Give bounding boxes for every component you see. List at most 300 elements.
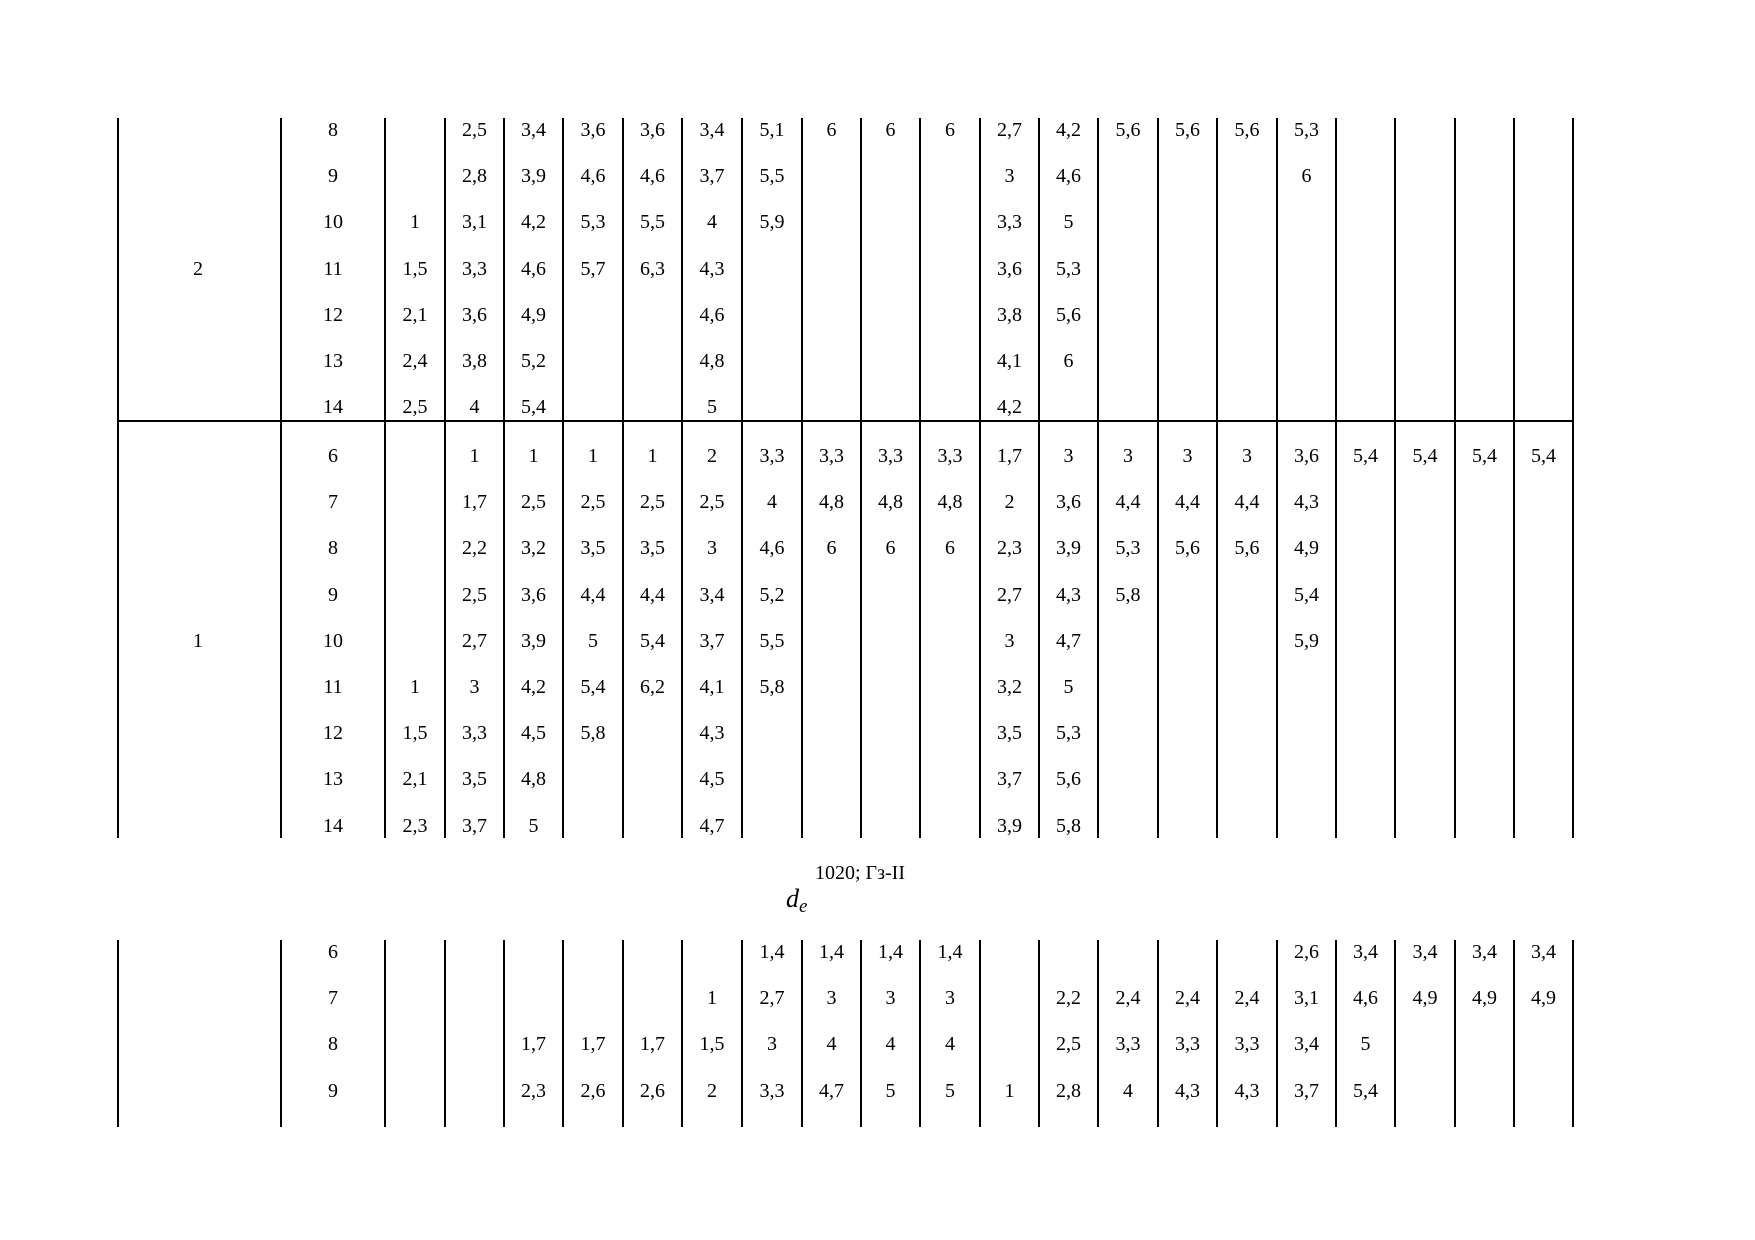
table-cell xyxy=(1099,940,1157,964)
table-cell xyxy=(564,767,622,791)
table-cell xyxy=(1099,767,1157,791)
table-cell: 5,6 xyxy=(1056,768,1081,791)
table-cell: 2,5 xyxy=(462,119,487,141)
table-cell xyxy=(446,986,504,1010)
table-cell: 3,7 xyxy=(699,165,725,188)
table-cell xyxy=(1456,303,1514,327)
table-cell: 5 xyxy=(945,1079,955,1102)
table-cell xyxy=(1218,583,1276,607)
table-cell xyxy=(981,986,1039,1010)
table-cell xyxy=(386,490,444,514)
table-cell xyxy=(1337,303,1395,327)
table-cell: 3,7 xyxy=(462,814,487,837)
table-cell xyxy=(1515,721,1573,745)
table-cell: 4,6 xyxy=(699,303,725,326)
table-cell xyxy=(1515,767,1573,791)
table-caption-note: 1020; Гз-II xyxy=(815,862,905,884)
row-number: 11 xyxy=(323,676,343,698)
table-cell: 3 xyxy=(885,987,896,1010)
row-number: 7 xyxy=(328,987,338,1010)
table-cell xyxy=(1396,814,1454,838)
table-cell: 5 xyxy=(885,1079,896,1102)
table-cell xyxy=(921,303,979,327)
table-cell xyxy=(386,1032,444,1056)
table-cell xyxy=(921,349,979,373)
table-cell xyxy=(386,629,444,653)
table-cell: 1,5 xyxy=(699,1033,725,1056)
table-cell: 3 xyxy=(1242,445,1252,467)
table-cell: 4,4 xyxy=(1234,491,1260,514)
table-cell: 5,4 xyxy=(1353,445,1378,467)
table-cell: 2,8 xyxy=(462,165,487,188)
table-cell: 2,4 xyxy=(1175,987,1200,1010)
table-cell: 4,1 xyxy=(699,676,725,698)
table-cell xyxy=(921,210,979,234)
table-cell xyxy=(803,767,861,791)
table-cell xyxy=(743,814,801,838)
table-cell: 6 xyxy=(885,119,896,141)
table-cell: 2,5 xyxy=(640,491,665,514)
table-column-rule xyxy=(117,118,119,421)
table-cell xyxy=(564,303,622,327)
table-cell: 6 xyxy=(1301,165,1312,188)
table-cell: 4,1 xyxy=(997,350,1022,372)
table-cell: 1 xyxy=(469,445,480,467)
table-cell xyxy=(803,210,861,234)
table-cell: 3,7 xyxy=(1294,1079,1319,1102)
table-column-rule xyxy=(280,421,282,838)
table-cell xyxy=(1337,629,1395,653)
group-label: 1 xyxy=(193,629,203,652)
table-cell: 2,8 xyxy=(1056,1079,1081,1102)
table-cell xyxy=(1218,210,1276,234)
table-cell xyxy=(921,629,979,653)
table-cell: 5,3 xyxy=(1056,722,1081,745)
table-cell: 6 xyxy=(885,537,896,560)
table-cell: 4,8 xyxy=(699,350,725,372)
table-cell: 4,9 xyxy=(521,303,546,326)
table-cell xyxy=(1337,814,1395,838)
table-cell: 3,6 xyxy=(521,583,546,606)
table-cell xyxy=(803,257,861,281)
table-cell xyxy=(1396,164,1454,188)
table-cell: 4,6 xyxy=(640,165,665,188)
table-cell xyxy=(862,164,920,188)
table-cell xyxy=(981,940,1039,964)
table-cell: 2,6 xyxy=(640,1079,665,1102)
table-cell: 1,7 xyxy=(580,1033,606,1056)
table-cell xyxy=(1099,814,1157,838)
table-cell: 2 xyxy=(1004,491,1015,514)
table-cell: 3,9 xyxy=(521,165,546,188)
table-cell xyxy=(446,1032,504,1056)
table-cell: 5,7 xyxy=(580,257,606,280)
row-number: 9 xyxy=(328,1079,338,1102)
table-cell xyxy=(1159,303,1217,327)
table-cell: 4,4 xyxy=(640,583,665,606)
table-cell: 2,5 xyxy=(402,396,428,419)
table-cell xyxy=(1396,303,1454,327)
table-cell: 5,4 xyxy=(1531,445,1556,467)
table-cell xyxy=(1396,118,1454,142)
table-cell xyxy=(1456,583,1514,607)
table-cell xyxy=(1099,303,1157,327)
table-cell xyxy=(1337,118,1395,142)
table-cell xyxy=(1040,395,1098,419)
table-cell: 4,7 xyxy=(819,1079,844,1102)
table-cell: 1 xyxy=(647,445,658,467)
table-cell xyxy=(1515,164,1573,188)
table-cell xyxy=(1159,940,1217,964)
row-number: 13 xyxy=(323,768,343,791)
table-cell: 2 xyxy=(707,1079,717,1102)
table-cell: 3 xyxy=(945,987,955,1010)
table-cell xyxy=(386,1079,444,1103)
table-cell: 4,9 xyxy=(1412,987,1438,1010)
table-cell xyxy=(1278,395,1336,419)
table-cell xyxy=(1159,721,1217,745)
table-cell: 5 xyxy=(528,814,539,837)
table-cell: 4 xyxy=(1123,1079,1133,1102)
table-cell: 4 xyxy=(469,396,480,419)
table-cell: 3,7 xyxy=(699,629,725,652)
table-cell: 6,3 xyxy=(640,257,665,280)
table-cell: 2,4 xyxy=(402,350,428,372)
table-cell xyxy=(446,1079,504,1103)
table-cell: 1 xyxy=(528,445,539,467)
table-cell: 3,5 xyxy=(997,722,1022,745)
table-cell: 4 xyxy=(767,491,777,514)
table-cell xyxy=(1337,164,1395,188)
table-cell: 3,2 xyxy=(521,537,546,560)
table-cell xyxy=(1099,675,1157,699)
table-cell xyxy=(1456,490,1514,514)
table-cell: 5,9 xyxy=(759,211,785,234)
table-cell xyxy=(1159,767,1217,791)
table-cell: 1,7 xyxy=(462,491,487,514)
row-number: 9 xyxy=(328,583,338,606)
table-cell: 4,7 xyxy=(699,814,725,837)
table-cell xyxy=(1159,395,1217,419)
table-cell: 3,3 xyxy=(759,445,785,467)
table-cell xyxy=(1515,490,1573,514)
table-cell: 1,4 xyxy=(819,941,844,963)
table-cell xyxy=(1456,814,1514,838)
table-cell xyxy=(386,444,444,468)
table-cell xyxy=(564,395,622,419)
table-cell: 4,6 xyxy=(1353,987,1378,1010)
table-cell xyxy=(1218,767,1276,791)
table-cell: 4,9 xyxy=(1531,987,1556,1010)
table-cell: 5,6 xyxy=(1056,303,1081,326)
row-number: 6 xyxy=(328,445,338,467)
table-cell xyxy=(1337,721,1395,745)
table-cell: 2,4 xyxy=(1234,987,1260,1010)
table-cell: 2,3 xyxy=(521,1079,546,1102)
table-cell: 2,1 xyxy=(402,768,428,791)
table-cell xyxy=(1515,629,1573,653)
table-cell: 3,3 xyxy=(997,211,1022,234)
table-cell: 4,2 xyxy=(521,676,546,698)
table-cell xyxy=(1456,349,1514,373)
table-cell xyxy=(1159,349,1217,373)
table-cell: 2,5 xyxy=(580,491,606,514)
table-cell: 3,4 xyxy=(1412,941,1438,963)
table-cell: 5,3 xyxy=(580,211,606,234)
table-cell: 3,9 xyxy=(521,629,546,652)
table-cell: 4,3 xyxy=(1175,1079,1200,1102)
table-cell: 3 xyxy=(1004,629,1015,652)
table-cell xyxy=(1396,257,1454,281)
table-cell xyxy=(1456,1032,1514,1056)
table-cell xyxy=(624,349,682,373)
row-number: 10 xyxy=(323,211,343,234)
symbol-subscript: e xyxy=(799,896,808,917)
table-cell: 3,8 xyxy=(997,303,1022,326)
table-cell: 4,7 xyxy=(1056,629,1081,652)
table-cell xyxy=(1456,536,1514,560)
table-cell: 1 xyxy=(1004,1079,1015,1102)
table-cell: 5,4 xyxy=(521,396,546,419)
row-number: 11 xyxy=(323,257,343,280)
table-cell xyxy=(1456,210,1514,234)
table-cell: 3 xyxy=(1123,445,1133,467)
row-number: 6 xyxy=(328,941,338,963)
table-cell: 5,8 xyxy=(580,722,606,745)
table-cell xyxy=(862,257,920,281)
table-cell xyxy=(921,583,979,607)
row-number: 14 xyxy=(323,396,343,419)
table-cell: 1 xyxy=(588,445,598,467)
table-cell xyxy=(1099,349,1157,373)
table-cell: 5,3 xyxy=(1294,119,1319,141)
table-cell xyxy=(1515,210,1573,234)
table-cell xyxy=(862,583,920,607)
table-cell xyxy=(683,940,741,964)
table-cell xyxy=(803,349,861,373)
table-cell xyxy=(446,940,504,964)
table-cell xyxy=(1218,940,1276,964)
table-cell: 3,5 xyxy=(462,768,487,791)
table-cell: 3,8 xyxy=(462,350,487,372)
table-cell xyxy=(1159,583,1217,607)
table-cell: 5,3 xyxy=(1115,537,1141,560)
table-cell: 4,9 xyxy=(1472,987,1497,1010)
table-column-rule xyxy=(117,421,119,838)
table-cell: 2,3 xyxy=(402,814,428,837)
table-cell: 5,3 xyxy=(1056,257,1081,280)
table-cell: 2,3 xyxy=(997,537,1022,560)
row-number: 8 xyxy=(328,119,338,141)
table-cell: 2,5 xyxy=(699,491,725,514)
table-cell: 4,2 xyxy=(521,211,546,234)
table-cell: 4,3 xyxy=(1056,583,1081,606)
row-number: 13 xyxy=(323,350,343,372)
table-cell xyxy=(1218,349,1276,373)
table-cell xyxy=(921,675,979,699)
table-cell: 3,6 xyxy=(640,119,665,141)
table-cell xyxy=(505,940,563,964)
table-cell xyxy=(1099,721,1157,745)
table-cell xyxy=(505,986,563,1010)
table-cell: 3,9 xyxy=(997,814,1022,837)
table-cell: 3,3 xyxy=(1234,1033,1260,1056)
table-cell: 3,3 xyxy=(1115,1033,1141,1056)
table-cell: 4,3 xyxy=(1234,1079,1260,1102)
row-number: 14 xyxy=(323,814,343,837)
table-cell xyxy=(1278,767,1336,791)
table-cell xyxy=(624,814,682,838)
table-cell xyxy=(1456,629,1514,653)
table-cell xyxy=(862,767,920,791)
table-cell xyxy=(743,303,801,327)
table-cell: 1,4 xyxy=(937,941,963,963)
table-cell xyxy=(743,721,801,745)
table-cell xyxy=(1337,257,1395,281)
table-cell xyxy=(1278,721,1336,745)
table-cell: 3,3 xyxy=(1175,1033,1200,1056)
table-cell: 5,5 xyxy=(640,211,665,234)
table-cell: 3 xyxy=(1004,165,1015,188)
table-cell xyxy=(1218,814,1276,838)
table-cell xyxy=(1337,583,1395,607)
table-cell: 6 xyxy=(945,119,955,141)
table-cell: 2,7 xyxy=(759,987,785,1010)
table-cell: 3 xyxy=(707,537,717,560)
table-cell xyxy=(743,257,801,281)
table-cell xyxy=(564,349,622,373)
table-cell xyxy=(921,814,979,838)
table-cell: 3,3 xyxy=(462,722,487,745)
table-cell xyxy=(624,303,682,327)
table-cell: 2,5 xyxy=(521,491,546,514)
table-cell: 2,6 xyxy=(1294,941,1319,963)
table-cell xyxy=(1515,349,1573,373)
table-cell: 3,3 xyxy=(819,445,844,467)
table-cell: 3,6 xyxy=(997,257,1022,280)
table-cell: 5,9 xyxy=(1294,629,1319,652)
table-cell xyxy=(921,164,979,188)
table-cell xyxy=(1099,164,1157,188)
table-cell: 1 xyxy=(707,987,717,1010)
table-cell xyxy=(624,721,682,745)
table-cell: 3,1 xyxy=(462,211,487,234)
table-cell: 4,3 xyxy=(1294,491,1319,514)
table-cell xyxy=(1218,395,1276,419)
table-cell xyxy=(803,164,861,188)
table-cell xyxy=(1159,675,1217,699)
table-cell: 5,1 xyxy=(759,119,785,141)
table-cell: 3,4 xyxy=(1472,941,1497,963)
table-cell: 4,9 xyxy=(1294,537,1319,560)
table-column-rule xyxy=(117,940,119,1127)
table-cell: 6,2 xyxy=(640,676,665,698)
table-cell: 1,7 xyxy=(521,1033,546,1056)
table-cell xyxy=(1218,675,1276,699)
table-cell: 2,7 xyxy=(462,629,487,652)
table-cell: 5,6 xyxy=(1175,119,1200,141)
table-cell xyxy=(1456,721,1514,745)
table-cell: 5 xyxy=(588,629,598,652)
table-cell: 4,4 xyxy=(1115,491,1141,514)
table-cell: 5,4 xyxy=(1294,583,1319,606)
table-cell xyxy=(1159,164,1217,188)
table-caption-symbol xyxy=(786,884,807,918)
table-cell xyxy=(1159,629,1217,653)
table-cell: 3,4 xyxy=(521,119,546,141)
table-cell: 3 xyxy=(826,987,837,1010)
table-cell: 3,3 xyxy=(462,257,487,280)
table-cell: 2,7 xyxy=(997,583,1022,606)
table-cell: 4,8 xyxy=(521,768,546,791)
table-cell xyxy=(1515,1032,1573,1056)
table-cell: 3,6 xyxy=(580,119,606,141)
table-cell xyxy=(1396,536,1454,560)
table-cell: 4,4 xyxy=(1175,491,1200,514)
table-cell: 4,6 xyxy=(759,537,785,560)
table-cell: 3,6 xyxy=(1294,445,1319,467)
table-cell xyxy=(862,721,920,745)
table-cell: 3 xyxy=(767,1033,777,1056)
table-cell: 4,4 xyxy=(580,583,606,606)
table-cell: 3,4 xyxy=(1531,941,1556,963)
table-cell xyxy=(1515,1079,1573,1103)
table-cell xyxy=(1456,118,1514,142)
table-cell: 1,4 xyxy=(759,941,785,963)
table-cell: 4 xyxy=(885,1033,896,1056)
table-cell xyxy=(862,349,920,373)
table-cell xyxy=(1159,814,1217,838)
table-cell: 2,7 xyxy=(997,119,1022,141)
table-cell xyxy=(1099,395,1157,419)
table-cell: 3,3 xyxy=(937,445,963,467)
table-cell xyxy=(564,814,622,838)
row-number: 9 xyxy=(328,165,338,188)
table-cell xyxy=(1278,303,1336,327)
table-cell: 5,6 xyxy=(1234,537,1260,560)
table-cell xyxy=(921,395,979,419)
table-cell xyxy=(624,986,682,1010)
table-cell: 1,5 xyxy=(402,722,428,745)
row-number: 7 xyxy=(328,491,338,514)
table-cell xyxy=(1456,767,1514,791)
row-number: 12 xyxy=(323,303,343,326)
table-cell xyxy=(1099,629,1157,653)
table-cell: 4,8 xyxy=(819,491,844,514)
table-cell xyxy=(1396,210,1454,234)
table-cell xyxy=(1456,395,1514,419)
table-cell xyxy=(386,583,444,607)
table-cell xyxy=(1396,490,1454,514)
table-cell xyxy=(624,395,682,419)
table-cell: 4,5 xyxy=(699,768,725,791)
table-cell: 5,8 xyxy=(1115,583,1141,606)
table-column-rule xyxy=(280,940,282,1127)
symbol-letter: d xyxy=(786,884,799,913)
table-cell: 3,1 xyxy=(1294,987,1319,1010)
table-cell xyxy=(1159,257,1217,281)
table-cell: 5,6 xyxy=(1175,537,1200,560)
table-cell xyxy=(743,349,801,373)
table-cell xyxy=(1515,395,1573,419)
table-cell xyxy=(1099,210,1157,234)
table-cell: 5 xyxy=(1063,676,1074,698)
table-cell: 6 xyxy=(826,537,837,560)
table-cell xyxy=(1218,721,1276,745)
table-cell xyxy=(743,767,801,791)
table-cell xyxy=(1515,303,1573,327)
table-cell: 1 xyxy=(410,676,420,698)
